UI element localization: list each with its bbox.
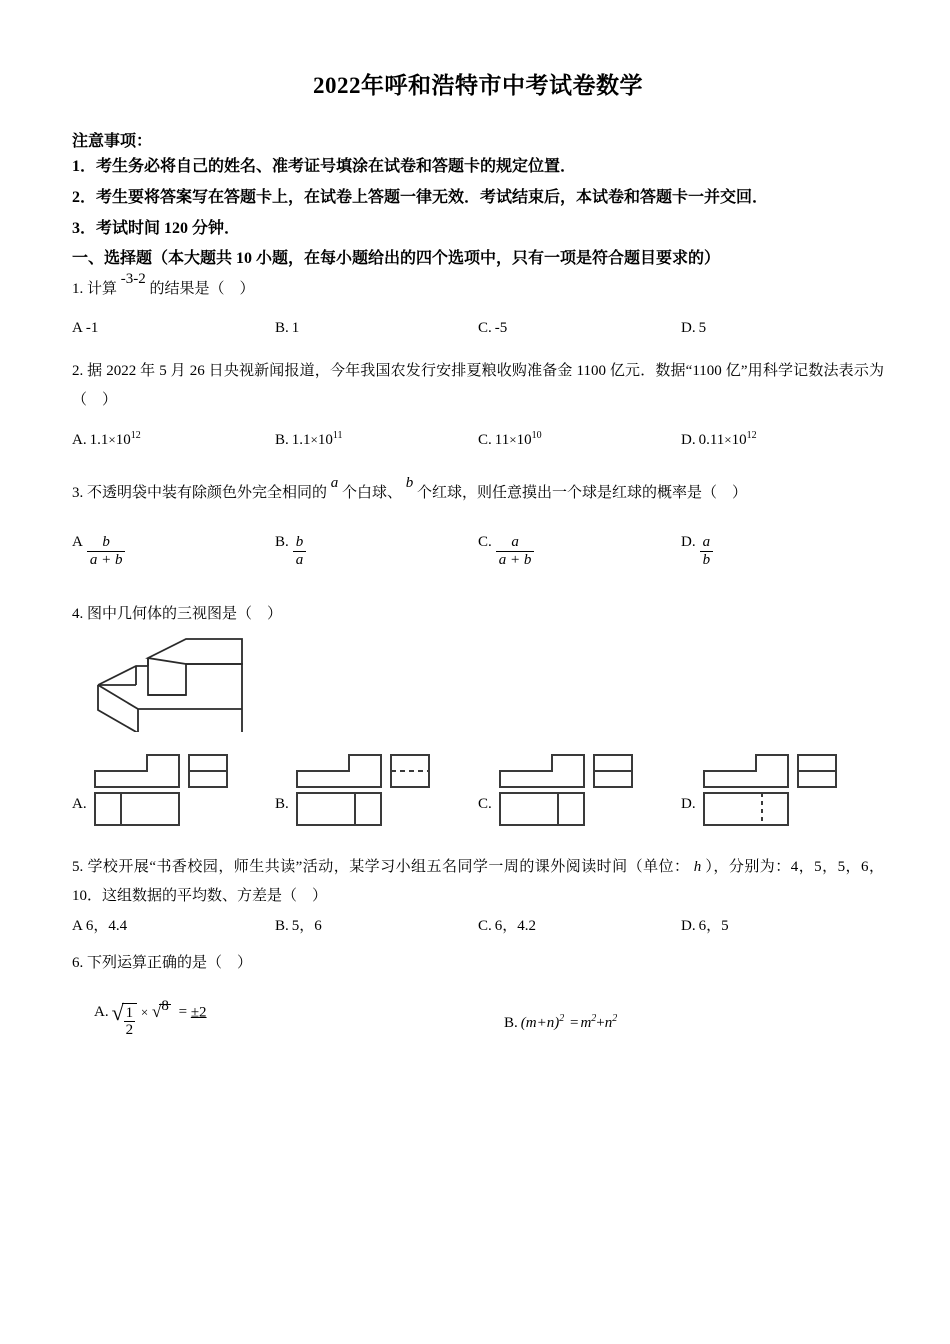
question-2 <box>72 357 884 455</box>
question-3-stem-part-3: 个红球，则任意摸出一个球是红球的概率是（ ） <box>417 484 748 501</box>
question-3 <box>72 475 884 570</box>
question-5-options <box>72 912 884 941</box>
option-fraction: $\frac{b}{a}$ <box>293 534 307 570</box>
option-fraction: $\frac{b}{a + b}$ <box>87 534 126 570</box>
question-3-option-b[interactable] <box>275 528 478 570</box>
option-label: A <box>72 917 83 934</box>
option-label: C. <box>478 319 492 336</box>
question-6-option-a[interactable] <box>72 998 474 1039</box>
question-1-stem: 1. 计算 -3-2 的结果是（ ） <box>72 270 255 297</box>
question-1-option-c[interactable]: C. -5 <box>478 314 681 343</box>
option-label: C. <box>478 534 492 551</box>
option-fraction: $\frac{a}{a + b}$ <box>496 534 535 570</box>
three-view-diagram-c <box>496 749 636 827</box>
question-1-stem-tail: 的结果是（ ） <box>149 280 255 297</box>
question-1-number: 1. <box>72 280 84 297</box>
option-value: 6，4.2 <box>494 917 537 934</box>
spacer <box>72 978 884 998</box>
question-5-option-d[interactable] <box>681 912 884 941</box>
option-expression: $(m+n)^2 = m^2+n^2$ <box>520 1013 618 1032</box>
sqrt-eight: √ 8 <box>152 997 169 1021</box>
option-label: D. <box>681 319 696 336</box>
question-2-options <box>72 426 884 455</box>
step-solid-3d-figure <box>90 637 884 743</box>
notice-item-3: 3．考试时间 120 分钟． <box>72 220 241 238</box>
option-label: B. <box>275 431 289 448</box>
question-3-stem: 3. 不透明袋中装有除颜色外完全相同的 a 个白球、 b 个红球，则任意摸出一个球是红球的概率是（ ） <box>72 475 748 501</box>
option-label: C. <box>478 795 492 812</box>
option-label: D. <box>681 917 696 934</box>
question-6-options <box>72 998 884 1039</box>
spacer <box>72 416 884 426</box>
option-label: C. <box>478 431 492 448</box>
question-4-options <box>72 749 884 827</box>
question-6-number: 6. <box>72 954 84 971</box>
question-1-option-d[interactable] <box>681 314 884 343</box>
question-5-number: 5. <box>72 859 84 876</box>
page-body-column <box>72 0 884 1039</box>
question-4-option-d[interactable] <box>681 749 884 827</box>
option-label: A <box>72 534 83 551</box>
option-label: B. <box>275 917 289 934</box>
option-label: C. <box>478 917 492 934</box>
option-label: B. <box>275 319 289 336</box>
question-5-option-c[interactable] <box>478 912 681 941</box>
option-value: $11\times 10^{10}$ <box>494 429 542 448</box>
spacer <box>72 508 884 528</box>
question-3-stem-part-2: 个白球、 <box>342 484 403 501</box>
question-1-options <box>72 314 884 343</box>
question-4-stem-text: 图中几何体的三视图是（ ） <box>87 605 283 622</box>
option-value: 1 <box>291 319 300 336</box>
option-label: A. <box>72 431 87 448</box>
question-2-stem <box>72 357 884 416</box>
question-5-stem-part-1: 学校开展“书香校园，师生共读”活动，某学习小组五名同学一周的课外阅读时间（单位： <box>87 859 690 876</box>
option-label: D. <box>681 795 696 812</box>
multiply-sign: × <box>140 1004 149 1020</box>
option-value: $1.1\times 10^{11}$ <box>291 429 343 448</box>
option-fraction: $\frac{a}{b}$ <box>700 534 714 570</box>
question-1-option-a[interactable]: A -1 <box>72 314 275 343</box>
question-5-stem <box>72 853 884 912</box>
option-value: 6，4.4 <box>85 917 128 934</box>
question-3-option-d[interactable] <box>681 528 884 570</box>
unit-hour: h <box>693 859 702 876</box>
question-2-option-a[interactable] <box>72 426 275 455</box>
question-5-option-a[interactable] <box>72 912 275 941</box>
question-1-option-b[interactable] <box>275 314 478 343</box>
question-3-option-a[interactable] <box>72 528 275 570</box>
question-2-number: 2. <box>72 363 84 380</box>
sqrt-fraction: √ $\frac{1}{2}$ <box>112 1003 138 1039</box>
three-view-diagram-b <box>293 749 433 827</box>
option-label: B. <box>504 1015 518 1032</box>
notice-item-2: 2．考生要将答案写在答题卡上，在试卷上答题一律无效．考试结束后，本试卷和答题卡一并交回． <box>72 188 769 206</box>
question-3-options <box>72 528 884 570</box>
question-3-stem-part-1: 不透明袋中装有除颜色外完全相同的 <box>87 484 328 501</box>
option-value: 5，6 <box>291 917 322 934</box>
question-2-stem-text: 据 2022 年 5 月 26 日央视新闻报道，今年我国农发行安排夏粮收购准备金 1100 亿元．数据“1100 亿”用科学记数法表示为（ ） <box>72 363 884 409</box>
three-view-diagram-d <box>700 749 840 827</box>
option-value: $0.11\times 10^{12}$ <box>698 429 757 448</box>
option-label: B. <box>275 534 289 551</box>
question-2-option-c[interactable] <box>478 426 681 455</box>
question-6-stem <box>72 949 884 978</box>
question-5-option-b[interactable] <box>275 912 478 941</box>
question-5-stem-part-2: ），分别为：4，5，5，6，10．这组数据的平均数、方差是（ ） <box>72 859 884 905</box>
option-value: $1.1\times 10^{12}$ <box>89 429 141 448</box>
option-expression <box>111 997 207 1039</box>
question-6-stem-text: 下列运算正确的是（ ） <box>87 954 253 971</box>
question-2-option-d[interactable] <box>681 426 884 455</box>
option-value: 5 <box>698 319 707 336</box>
section-heading-choice: 一、选择题（本大题共 10 小题，在每小题给出的四个选项中，只有一项是符合题目要求的） <box>72 250 721 268</box>
question-4-option-b[interactable] <box>275 749 478 827</box>
option-label: A. <box>94 1004 109 1021</box>
page-title: 2022年呼和浩特市中考试卷数学 <box>313 73 643 98</box>
option-label: D. <box>681 534 696 551</box>
result-value: ±2 <box>190 1004 207 1021</box>
question-4 <box>72 600 884 828</box>
question-1 <box>72 270 884 344</box>
question-6 <box>72 949 884 1039</box>
option-label: B. <box>275 795 289 812</box>
notice-item-1: 1．考生务必将自己的姓名、准考证号填涂在试卷和答题卡的规定位置． <box>72 157 577 175</box>
option-label: A <box>72 319 83 336</box>
question-3-number: 3. <box>72 484 84 501</box>
question-5 <box>72 853 884 941</box>
spacer <box>72 304 884 314</box>
question-1-stem-text: 计算 <box>87 280 118 297</box>
question-4-stem <box>72 600 884 629</box>
question-4-option-a[interactable] <box>72 749 275 827</box>
option-label: D. <box>681 431 696 448</box>
option-value: 6，5 <box>698 917 729 934</box>
equals-sign: = <box>178 1004 188 1021</box>
notice-heading: 注意事项： <box>72 132 153 150</box>
question-6-option-b[interactable] <box>474 1009 884 1038</box>
question-4-number: 4. <box>72 605 84 622</box>
question-4-option-c[interactable] <box>478 749 681 827</box>
option-label: A. <box>72 795 87 812</box>
three-view-diagram-a <box>91 749 231 827</box>
question-3-option-c[interactable] <box>478 528 681 570</box>
question-2-option-b[interactable] <box>275 426 478 455</box>
